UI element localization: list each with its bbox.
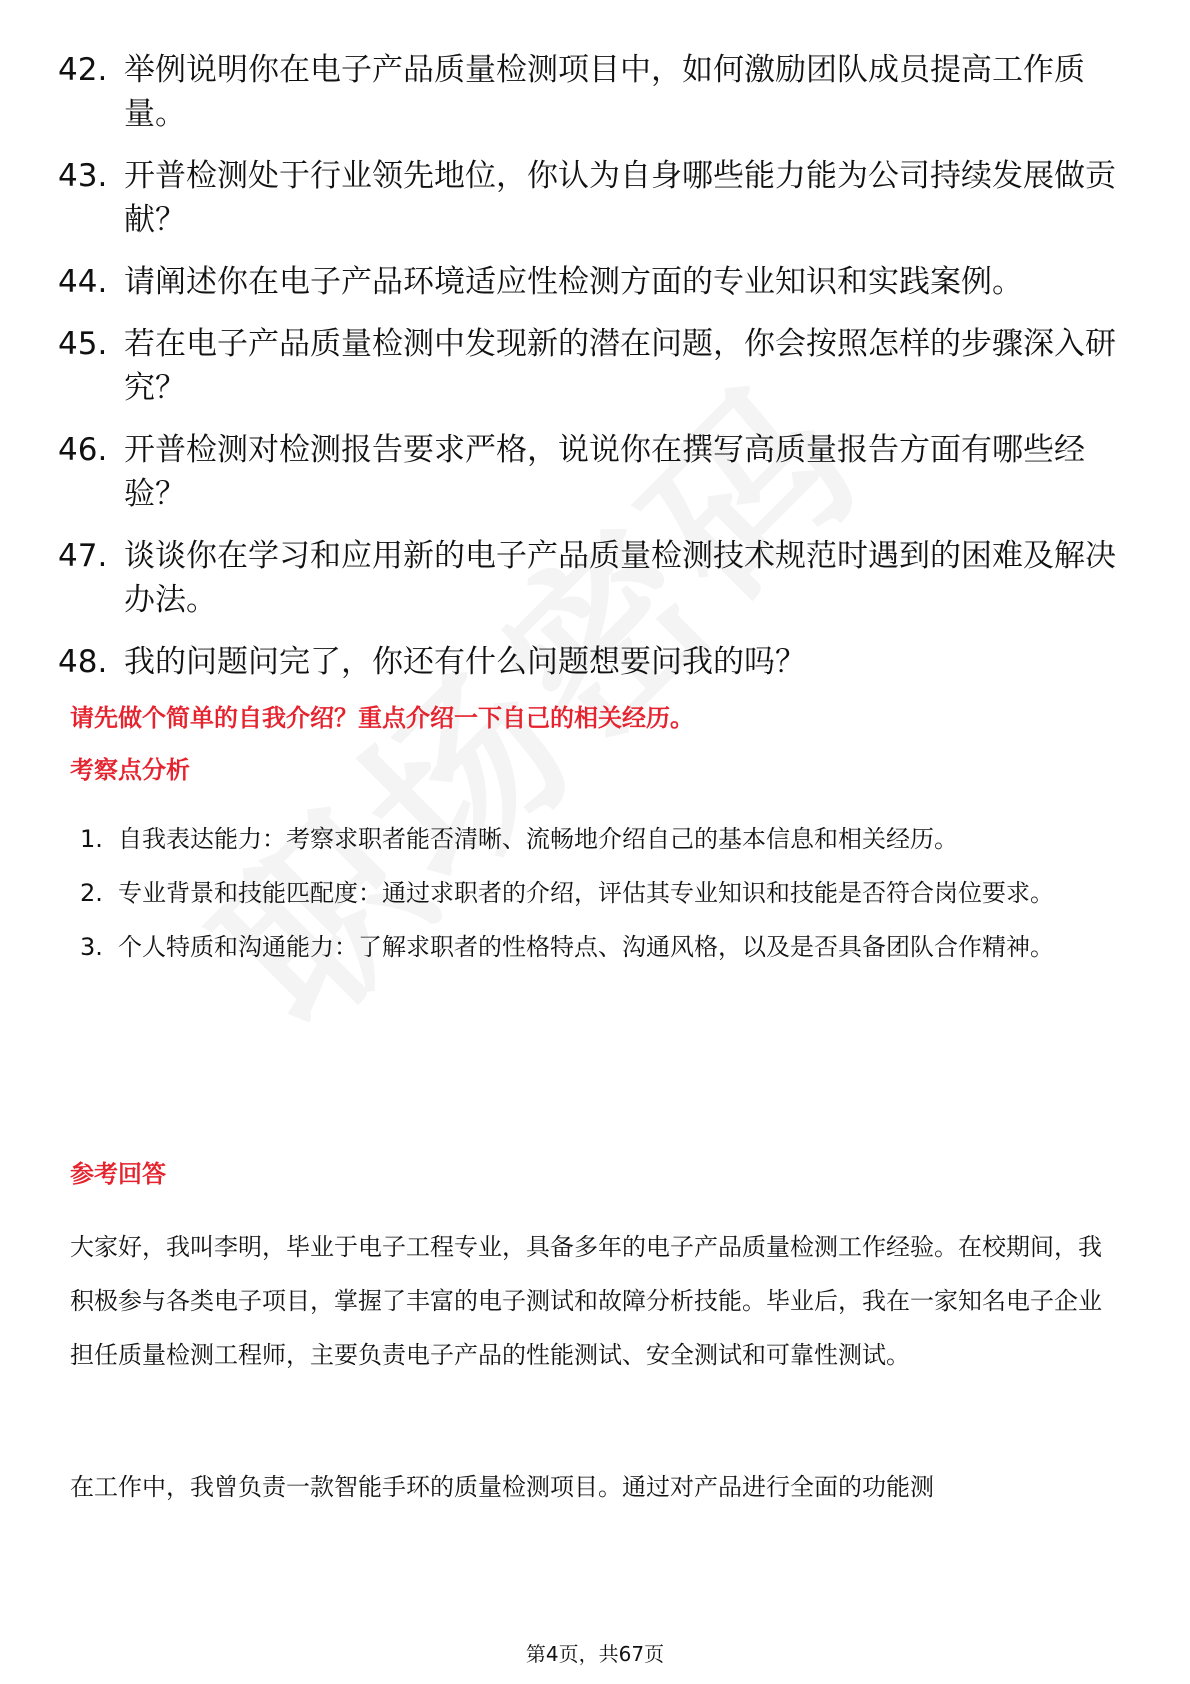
- question-text: 我的问题问完了，你还有什么问题想要问我的吗？: [124, 644, 806, 680]
- analysis-list: [80, 812, 1120, 974]
- question-text: 谈谈你在学习和应用新的电子产品质量检测技术规范时遇到的困难及解决办法。: [124, 538, 1116, 618]
- analysis-number: 1.: [80, 825, 103, 853]
- page-footer: 第4页，共67页: [525, 1642, 665, 1666]
- question-item: [58, 428, 1118, 516]
- question-number: 47.: [58, 538, 108, 574]
- analysis-number: 3.: [80, 933, 103, 961]
- question-item: [58, 640, 1118, 684]
- question-item: [58, 534, 1118, 622]
- question-text: 开普检测处于行业领先地位，你认为自身哪些能力能为公司持续发展做贡献？: [124, 158, 1116, 238]
- question-number: 44.: [58, 264, 108, 300]
- analysis-number: 2.: [80, 879, 103, 907]
- answer-paragraph: 大家好，我叫李明，毕业于电子工程专业，具备多年的电子产品质量检测工作经验。在校期间，我积极参与各类电子项目，掌握了丰富的电子测试和故障分析技能。毕业后，我在一家知名电子企业担任质量检测工程师，主要负责电子产品的性能测试、安全测试和可靠性测试。: [70, 1233, 1102, 1369]
- question-number: 43.: [58, 158, 108, 194]
- analysis-text: 专业背景和技能匹配度：通过求职者的介绍，评估其专业知识和技能是否符合岗位要求。: [118, 879, 1054, 907]
- question-item: [58, 154, 1118, 242]
- analysis-item: [80, 866, 1120, 920]
- answer-paragraph: 在工作中，我曾负责一款智能手环的质量检测项目。通过对产品进行全面的功能测: [70, 1473, 934, 1501]
- question-text: 请阐述你在电子产品环境适应性检测方面的专业知识和实践案例。: [124, 264, 1023, 300]
- question-number: 42.: [58, 52, 108, 88]
- question-text: 开普检测对检测报告要求严格，说说你在撰写高质量报告方面有哪些经验？: [124, 432, 1085, 512]
- question-item: [58, 322, 1118, 410]
- analysis-text: 个人特质和沟通能力：了解求职者的性格特点、沟通风格，以及是否具备团队合作精神。: [118, 933, 1054, 961]
- analysis-heading: 考察点分析: [70, 756, 190, 784]
- interview-question-title: 请先做个简单的自我介绍？重点介绍一下自己的相关经历。: [70, 704, 694, 732]
- analysis-text: 自我表达能力：考察求职者能否清晰、流畅地介绍自己的基本信息和相关经历。: [118, 825, 958, 853]
- question-item: [58, 48, 1118, 136]
- question-number: 45.: [58, 326, 108, 362]
- question-text: 若在电子产品质量检测中发现新的潜在问题，你会按照怎样的步骤深入研究？: [124, 326, 1116, 406]
- analysis-item: [80, 812, 1120, 866]
- question-list: [58, 48, 1118, 702]
- answer-heading: 参考回答: [70, 1160, 166, 1188]
- question-number: 46.: [58, 432, 108, 468]
- question-item: [58, 260, 1118, 304]
- question-number: 48.: [58, 644, 108, 680]
- analysis-item: [80, 920, 1120, 974]
- question-text: 举例说明你在电子产品质量检测项目中，如何激励团队成员提高工作质量。: [124, 52, 1085, 132]
